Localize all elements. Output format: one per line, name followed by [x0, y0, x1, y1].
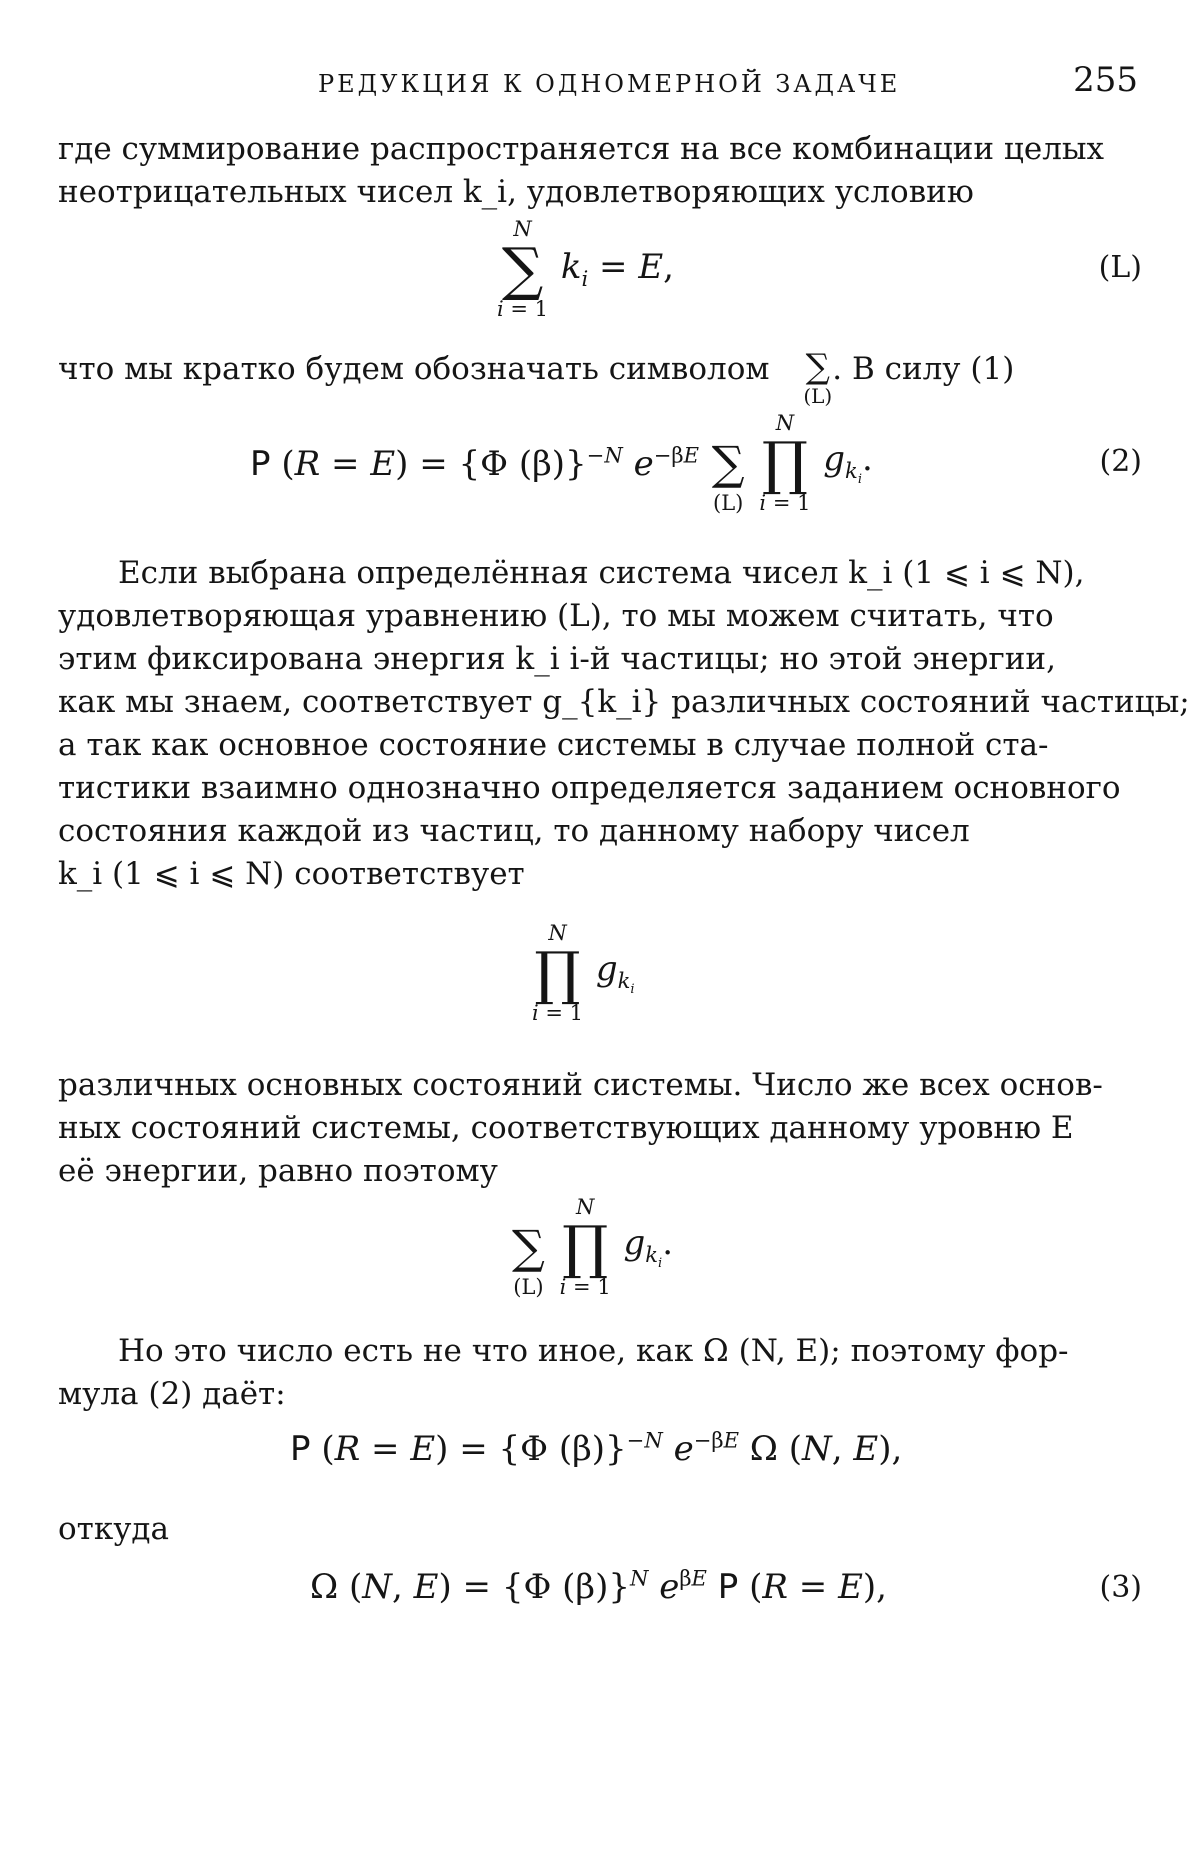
equation-product	[0, 922, 1200, 1032]
equation-body: ∑ (L) N ∏ i = 1 $g_{k_i}$.	[512, 1195, 674, 1299]
equation-body: Ω (N, E) = {Φ (β)}$^N$ $e^{\beta E}$ P (R = E),	[310, 1566, 887, 1608]
text-line: ных состояний системы, соответствующих данному уровню E	[58, 1110, 1074, 1146]
text-line: Но это число есть не что иное, как Ω (N, E); поэтому фор-	[118, 1333, 1069, 1369]
equation-body: N ∑ i = 1 $k_i = E$,	[497, 217, 674, 321]
text-line: тистики взаимно однозначно определяется заданием основного	[58, 770, 1121, 806]
page-number: 255	[1073, 60, 1138, 100]
text-line: где суммирование распространяется на все комбинации целых	[58, 131, 1105, 167]
equation-body: N ∏ i = 1 $g_{k_i}$	[532, 921, 635, 1025]
text-span: что мы кратко будем обозначать символом	[58, 351, 770, 387]
equation-sum-product	[0, 1196, 1200, 1306]
sum-symbol: ∑ (L)	[803, 347, 833, 408]
text-line: откуда	[58, 1511, 169, 1547]
text-line: этим фиксирована энергия k_i i-й частицы; но этой энергии,	[58, 641, 1056, 677]
equation-body: P (R = E) = {Φ (β)}$^{-N}$ $e^{-\beta E}$ ∑ (L) N ∏ i = 1 $g_{k_i}$.	[250, 411, 873, 515]
text-line: Если выбрана определённая система чисел k_i (1 ⩽ i ⩽ N),	[118, 555, 1085, 591]
text-line: её энергии, равно поэтому	[58, 1153, 498, 1189]
equation-label: (2)	[1099, 444, 1142, 479]
paragraph-2	[58, 348, 1140, 406]
paragraph-3	[58, 552, 1190, 896]
equation-3	[0, 1566, 1200, 1626]
text-line: различных основных состояний системы. Число же всех основ-	[58, 1067, 1103, 1103]
equation-label: (3)	[1099, 1570, 1142, 1605]
paragraph-5	[58, 1330, 1140, 1416]
text-line: неотрицательных чисел k_i, удовлетворяющих условию	[58, 174, 974, 210]
text-line: мула (2) даёт:	[58, 1376, 286, 1412]
text-line: а так как основное состояние системы в случае полной ста-	[58, 727, 1049, 763]
paragraph-6	[58, 1508, 1140, 1551]
paragraph-4	[58, 1064, 1140, 1193]
equation-body: P (R = E) = {Φ (β)}$^{-N}$ $e^{-\beta E}$ Ω (N, E),	[290, 1428, 903, 1470]
text-line: как мы знаем, соответствует g_{k_i} различных состояний частицы;	[58, 684, 1190, 720]
equation-label: (L)	[1098, 250, 1142, 285]
text-line: состояния каждой из частиц, то данному набору чисел	[58, 813, 970, 849]
equation-L	[0, 217, 1200, 321]
equation-probability	[0, 1428, 1200, 1488]
text-span: . В силу (1)	[832, 351, 1015, 387]
text-line: удовлетворяющая уравнению (L), то мы можем считать, что	[58, 598, 1054, 634]
running-header	[58, 60, 1138, 110]
paragraph-1	[58, 128, 1140, 214]
equation-2	[0, 412, 1200, 522]
text-line: k_i (1 ⩽ i ⩽ N) соответствует	[58, 856, 525, 892]
running-title: РЕДУКЦИЯ К ОДНОМЕРНОЙ ЗАДАЧЕ	[318, 70, 901, 98]
